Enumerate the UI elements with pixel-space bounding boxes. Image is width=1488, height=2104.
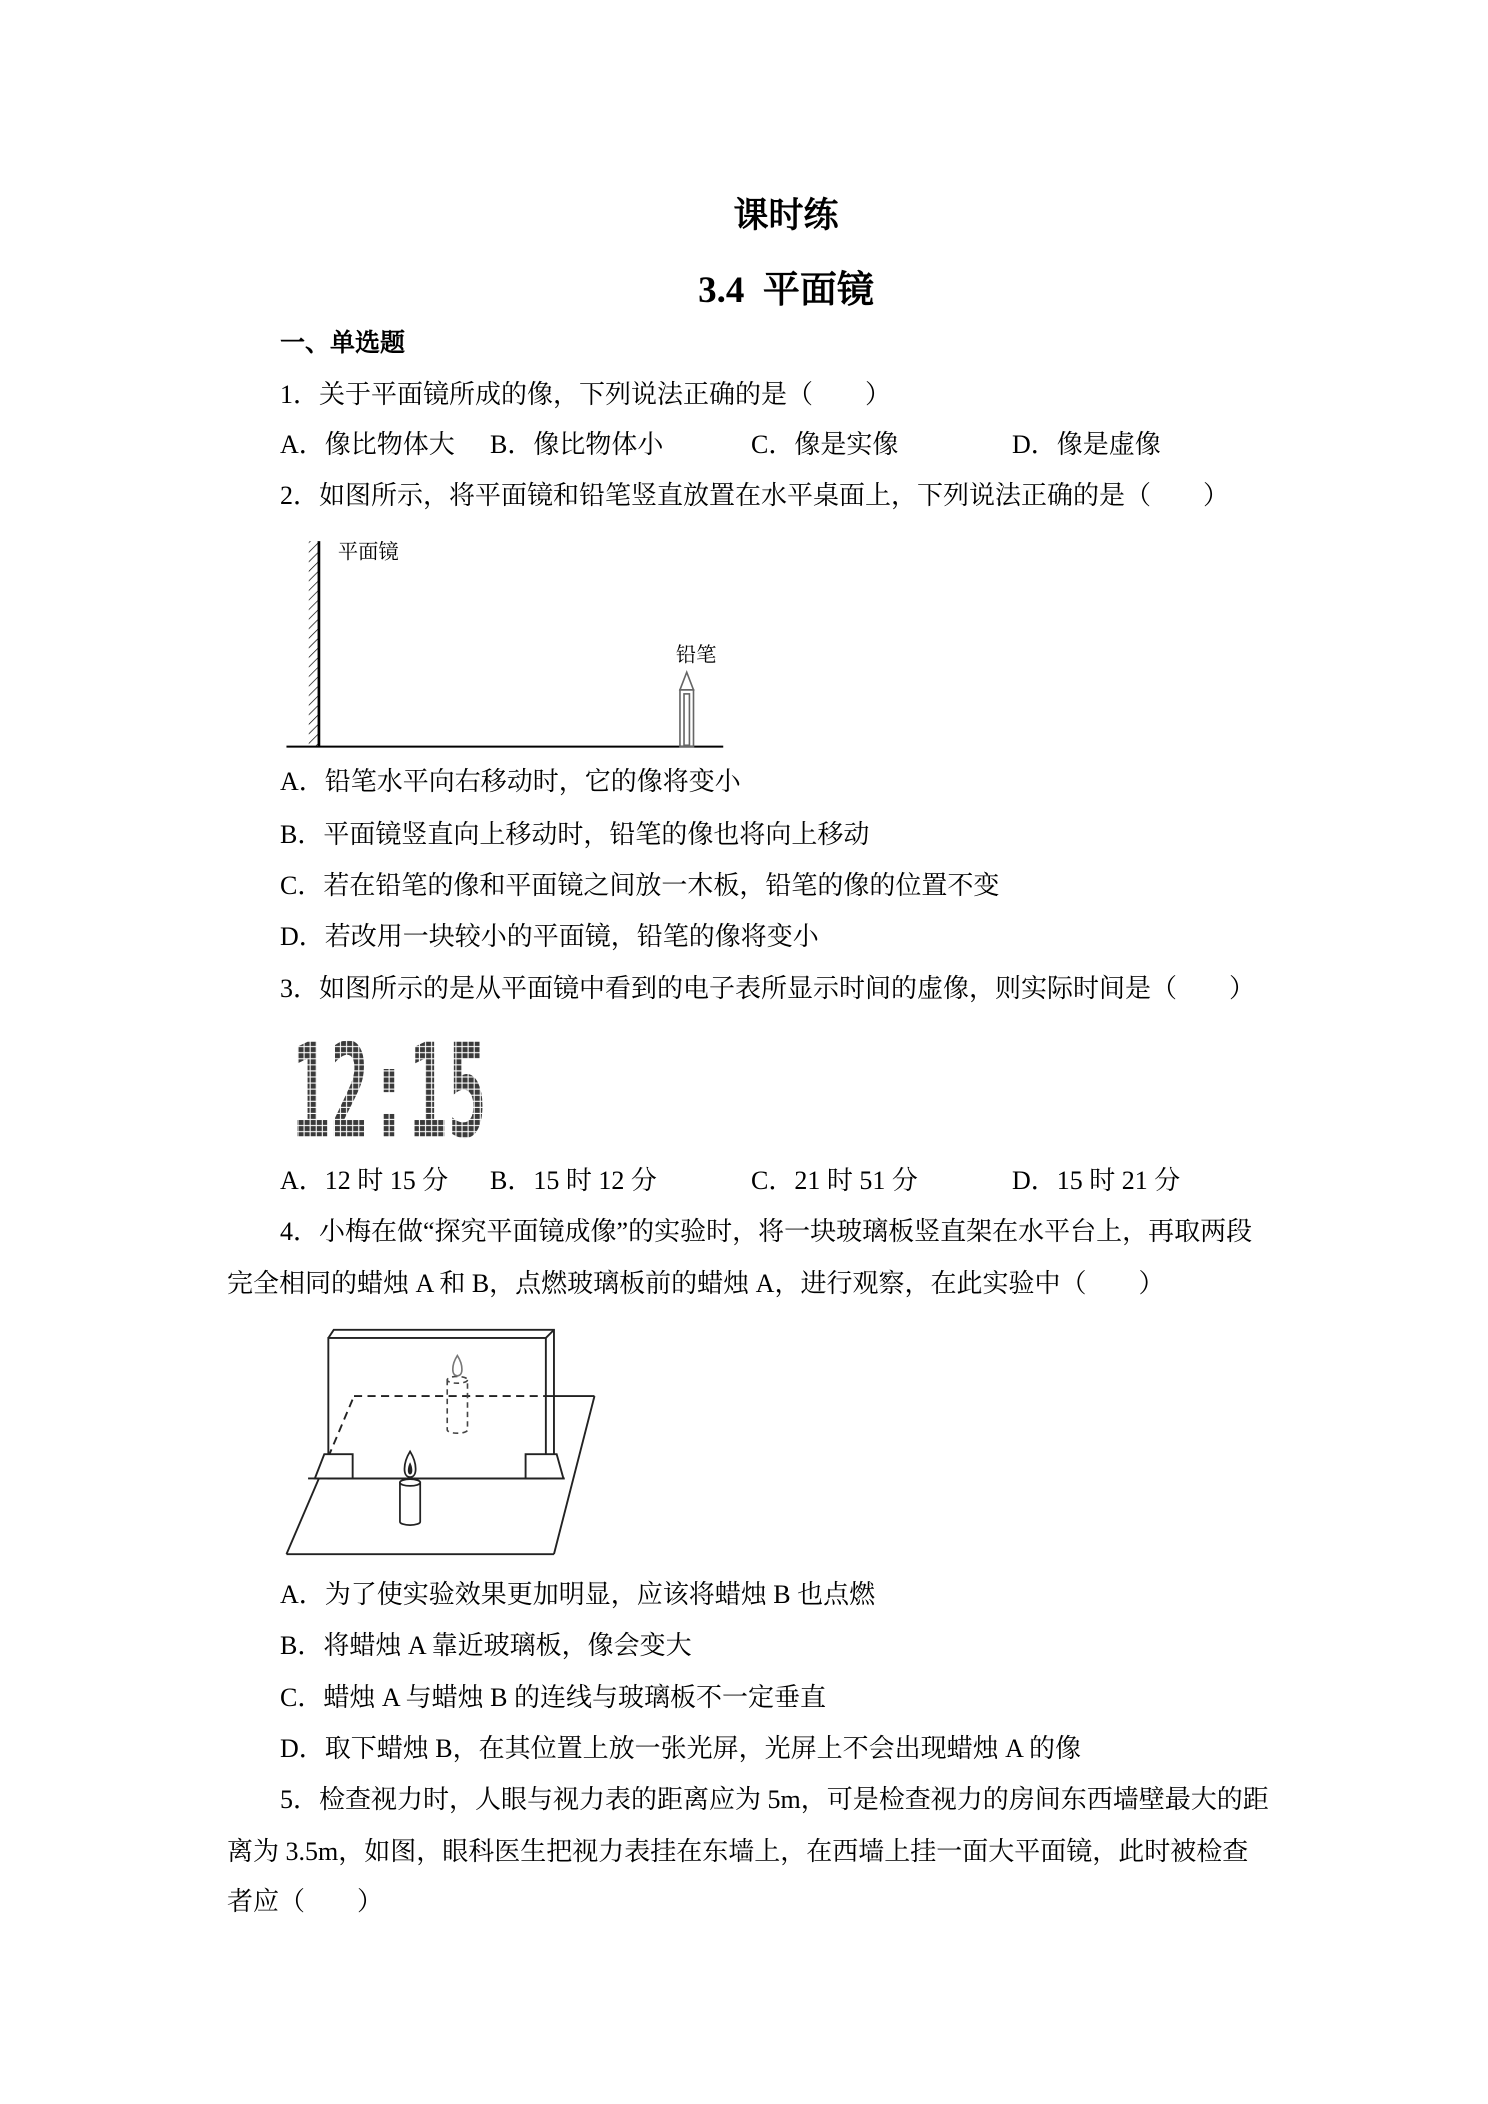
question-5-stem-line-1: 5．检查视力时，人眼与视力表的距离应为 5m，可是检查视力的房间东西墙壁最大的距 [280, 1785, 1269, 1814]
mirror-label: 平面镜 [337, 541, 399, 564]
question-1-option-a: A．像比物体大 [280, 430, 455, 459]
left-support-block [315, 1454, 353, 1478]
question-3-option-b: B．15 时 12 分 [490, 1166, 657, 1195]
candle-b-flame [453, 1356, 462, 1376]
question-4-option-b: B．将蜡烛 A 靠近玻璃板，像会变大 [280, 1631, 692, 1660]
question-2-stem: 2．如图所示，将平面镜和铅笔竖直放置在水平桌面上，下列说法正确的是（ ） [280, 481, 1230, 510]
glass-plate-corner [546, 1330, 554, 1338]
pencil-label: 铅笔 [675, 644, 717, 667]
digital-clock-figure [284, 1016, 494, 1168]
clock-display: 12:15 [291, 1016, 487, 1168]
glass-plate-thickness [328, 1330, 554, 1479]
question-3-option-d: D．15 时 21 分 [1012, 1166, 1181, 1195]
question-3-option-c: C．21 时 51 分 [751, 1166, 918, 1195]
question-4-option-a: A．为了使实验效果更加明显，应该将蜡烛 B 也点燃 [280, 1580, 876, 1609]
section-heading: 一、单选题 [280, 330, 406, 357]
candle-b-image [447, 1356, 467, 1434]
glass-plate-candle-figure [277, 1319, 608, 1565]
question-4-stem-line-1: 4．小梅在做“探究平面镜成像”的实验时，将一块玻璃板竖直架在水平台上，再取两段 [280, 1217, 1253, 1246]
candle-b-top [447, 1376, 467, 1383]
pencil-tip [680, 672, 694, 690]
candle-a-body [400, 1483, 420, 1526]
question-2-option-c: C．若在铅笔的像和平面镜之间放一木板，铅笔的像的位置不变 [280, 871, 1000, 900]
table-left-edge-hidden [328, 1396, 354, 1457]
question-2-option-a: A．铅笔水平向右移动时，它的像将变小 [280, 767, 741, 796]
candle-a-top [400, 1479, 420, 1486]
page-title: 课时练 [733, 196, 839, 235]
pencil-body [680, 690, 694, 747]
question-3-stem: 3．如图所示的是从平面镜中看到的电子表所显示时间的虚像，则实际时间是（ ） [280, 974, 1256, 1003]
mirror-pencil-figure [277, 530, 730, 755]
table-left-edge [286, 1478, 318, 1554]
glass-plate-front [328, 1338, 546, 1479]
question-5-stem-line-2: 离为 3.5m，如图，眼科医生把视力表挂在东墙上，在西墙上挂一面大平面镜，此时被检查 [227, 1837, 1249, 1866]
question-1-option-d: D．像是虚像 [1012, 430, 1161, 459]
question-1-option-b: B．像比物体小 [490, 430, 664, 459]
question-4-option-c: C．蜡烛 A 与蜡烛 B 的连线与玻璃板不一定垂直 [280, 1683, 827, 1712]
candle-a [400, 1451, 420, 1525]
pencil [680, 672, 694, 746]
question-2-option-b: B．平面镜竖直向上移动时，铅笔的像也将向上移动 [280, 820, 870, 849]
candle-b-body [447, 1380, 467, 1433]
question-3-option-a: A．12 时 15 分 [280, 1166, 449, 1195]
question-4-stem-line-2: 完全相同的蜡烛 A 和 B，点燃玻璃板前的蜡烛 A，进行观察，在此实验中（ ） [227, 1269, 1165, 1298]
mirror-hatching [309, 541, 319, 747]
question-2-option-d: D．若改用一块较小的平面镜，铅笔的像将变小 [280, 922, 819, 951]
question-5-stem-line-3: 者应（ ） [227, 1887, 384, 1916]
question-4-option-d: D．取下蜡烛 B，在其位置上放一张光屏，光屏上不会出现蜡烛 A 的像 [280, 1734, 1081, 1763]
lesson-title: 3.4 平面镜 [698, 270, 874, 311]
pencil-inner-outline [684, 694, 689, 745]
right-support-block [526, 1454, 564, 1478]
question-1-stem: 1．关于平面镜所成的像，下列说法正确的是（ ） [280, 380, 892, 409]
question-1-option-c: C．像是实像 [751, 430, 899, 459]
